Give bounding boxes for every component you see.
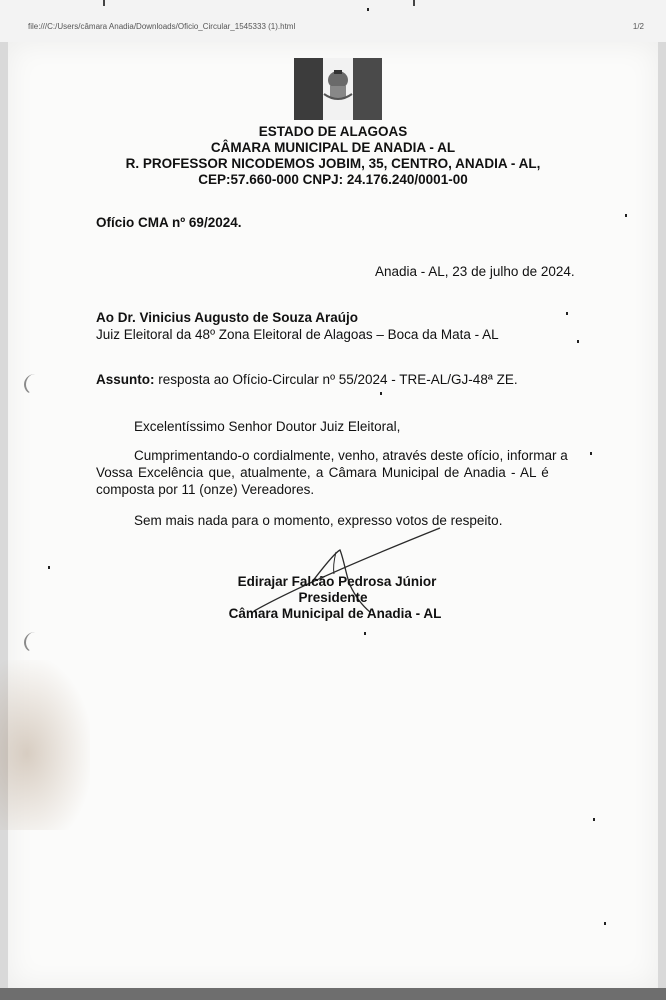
body-line-1: Cumprimentando-o cordialmente, venho, através deste ofício, informar a [134,448,568,463]
scan-speck [577,340,579,343]
signer-title: Presidente [298,590,368,605]
recipient-name: Ao Dr. Vinicius Augusto de Souza Araújo [96,310,359,325]
signer-name: Edirajar Falcão Pedrosa Júnior [237,574,437,589]
punch-hole [24,374,46,395]
scan-speck [367,8,369,11]
alagoas-flag-crest-icon [294,58,382,120]
scan-speck [380,392,382,395]
paper-stain [0,660,90,830]
letter-subject [96,372,518,387]
letter-date: Anadia - AL, 23 de julho de 2024. [375,264,575,279]
page-indicator: 1/2 [632,22,644,31]
letter-reference: Ofício CMA nº 69/2024. [96,215,242,230]
scan-speck [48,566,50,569]
closing-line: Sem mais nada para o momento, expresso votos de respeito. [134,513,503,528]
subject-text: resposta ao Ofício-Circular nº 55/2024 - TRE-AL/GJ-48ª ZE. [154,372,518,387]
browser-print-header [0,0,666,42]
scan-speck [364,632,366,635]
scan-mark [413,0,415,6]
header-ids: CEP:57.660-000 CNPJ: 24.176.240/0001-00 [198,172,468,187]
body-line-3: composta por 11 (onze) Vereadores. [96,482,315,497]
viewer-bottom-bar [0,988,666,1000]
punch-hole [24,632,46,653]
scan-speck [625,214,627,217]
recipient-role: Juiz Eleitoral da 48º Zona Eleitoral de Alagoas – Boca da Mata - AL [96,327,499,342]
scan-speck [604,922,606,925]
file-path: file:///C:/Users/câmara Anadia/Downloads/Oficio_Circular_1545333 (1).html [28,22,296,31]
header-address: R. PROFESSOR NICODEMOS JOBIM, 35, CENTRO, ANADIA - AL, [125,156,541,171]
subject-label: Assunto: [96,372,155,387]
header-state: ESTADO DE ALAGOAS [258,124,408,139]
header-chamber: CÂMARA MUNICIPAL DE ANADIA - AL [210,140,456,155]
scan-speck [566,312,568,315]
scan-speck [590,452,592,455]
signer-institution: Câmara Municipal de Anadia - AL [228,606,442,621]
body-line-2: Vossa Excelência que, atualmente, a Câmara Municipal de Anadia - AL é [96,465,549,480]
scan-speck [593,818,595,821]
scan-mark [103,0,105,6]
salutation: Excelentíssimo Senhor Doutor Juiz Eleitoral, [134,419,401,434]
